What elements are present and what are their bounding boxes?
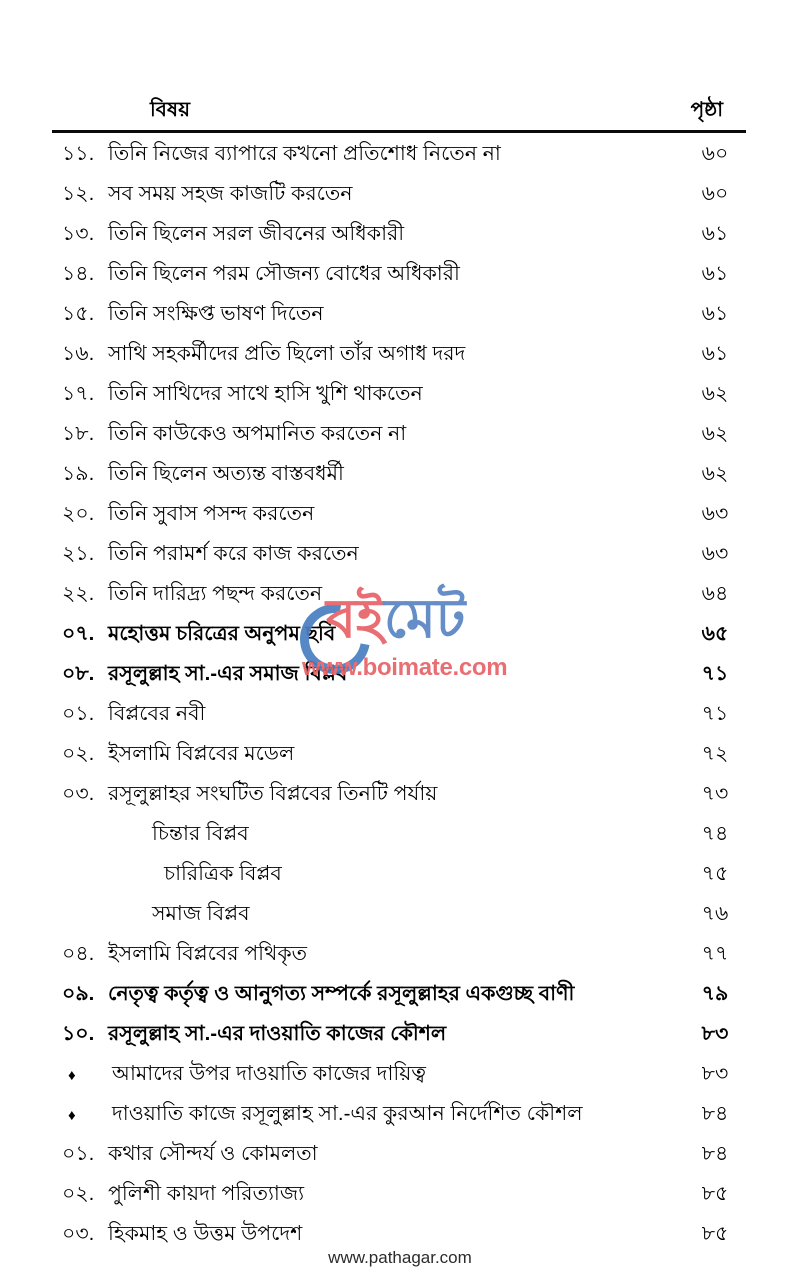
- toc-row-page-number: ৬২: [701, 422, 729, 445]
- toc-row-title: কথার সৌন্দর্য ও কোমলতা: [108, 1142, 318, 1165]
- toc-row-title: হিকমাহ ও উত্তম উপদেশ: [108, 1222, 303, 1245]
- toc-row-title: তিনি সংক্ষিপ্ত ভাষণ দিতেন: [108, 302, 324, 325]
- toc-row-number: ২২.: [62, 582, 95, 605]
- toc-row-number: ১২.: [62, 182, 95, 205]
- toc-row-title: তিনি ছিলেন সরল জীবনের অধিকারী: [108, 222, 405, 245]
- toc-row-number: ২০.: [62, 502, 95, 525]
- toc-row-page-number: ৮৪: [701, 1142, 729, 1165]
- toc-row-number: ১৯.: [62, 462, 95, 485]
- toc-row-title: আমাদের উপর দাওয়াতি কাজের দায়িত্ব: [112, 1062, 426, 1085]
- toc-row-number: ১০.: [62, 1022, 95, 1045]
- toc-row-page-number: ৬৩: [701, 502, 729, 525]
- toc-row: [0, 738, 800, 778]
- watermark-url: www.boimate.com: [302, 654, 508, 681]
- toc-row-page-number: ৮৩: [701, 1022, 729, 1045]
- toc-row: [0, 618, 800, 658]
- toc-row-title: রসূলুল্লাহর সংঘটিত বিপ্লবের তিনটি পর্যায়: [108, 782, 438, 805]
- toc-row-page-number: ৬১: [701, 302, 729, 325]
- toc-row: [0, 298, 800, 338]
- toc-row: [0, 458, 800, 498]
- toc-row-title: তিনি সুবাস পসন্দ করতেন: [108, 502, 315, 525]
- toc-row-number: ১১.: [62, 142, 95, 165]
- toc-row-title: তিনি কাউকেও অপমানিত করতেন না: [108, 422, 407, 445]
- toc-row-page-number: ৭২: [701, 742, 729, 765]
- toc-row-number: ১৬.: [62, 342, 95, 365]
- toc-row-title: তিনি পরামর্শ করে কাজ করতেন: [108, 542, 359, 565]
- page-footer: [0, 1248, 800, 1268]
- toc-row-page-number: ৬২: [701, 462, 729, 485]
- toc-row-title: তিনি নিজের ব্যাপারে কখনো প্রতিশোধ নিতেন না: [108, 142, 501, 165]
- toc-row-number: ০২.: [62, 1182, 95, 1205]
- toc-row-page-number: ৭৫: [701, 862, 729, 885]
- toc-row: [0, 1138, 800, 1178]
- toc-row-page-number: ৭৩: [701, 782, 729, 805]
- toc-row-title: মহোত্তম চরিত্রের অনুপম ছবি: [108, 622, 336, 645]
- toc-row-title: চিন্তার বিপ্লব: [152, 822, 249, 845]
- toc-row: [0, 1018, 800, 1058]
- toc-row: [0, 818, 800, 858]
- bullet-icon: ♦: [68, 1067, 76, 1084]
- toc-row-number: ০২.: [62, 742, 95, 765]
- toc-row-page-number: ৮৫: [701, 1182, 729, 1205]
- toc-row-title: তিনি সাথিদের সাথে হাসি খুশি থাকতেন: [108, 382, 423, 405]
- toc-row-number: ০৪.: [62, 942, 95, 965]
- toc-row-number: ১৪.: [62, 262, 95, 285]
- toc-row-number: ১৭.: [62, 382, 95, 405]
- toc-row-title: ইসলামি বিপ্লবের মডেল: [108, 742, 295, 765]
- toc-entry-list: [0, 138, 800, 1258]
- toc-row-page-number: ৮৪: [701, 1102, 729, 1125]
- column-header-subject: বিষয়: [150, 99, 191, 121]
- toc-row-page-number: ৭৯: [701, 982, 729, 1005]
- toc-row-title: ইসলামি বিপ্লবের পথিকৃত: [108, 942, 308, 965]
- column-header-page: পৃষ্ঠা: [690, 99, 723, 121]
- toc-row: [0, 578, 800, 618]
- toc-row-number: ০৯.: [62, 982, 95, 1005]
- toc-row: [0, 778, 800, 818]
- toc-row: [0, 658, 800, 698]
- toc-row-page-number: ৭১: [701, 702, 729, 725]
- toc-row-page-number: ৬৪: [701, 582, 729, 605]
- toc-row-title: সমাজ বিপ্লব: [152, 902, 250, 925]
- toc-row-number: ১৮.: [62, 422, 95, 445]
- toc-row-page-number: ৬২: [701, 382, 729, 405]
- toc-row-title: তিনি ছিলেন অত্যন্ত বাস্তবধর্মী: [108, 462, 344, 485]
- toc-row: [0, 858, 800, 898]
- toc-row: [0, 1098, 800, 1138]
- toc-row-number: ০৩.: [62, 782, 95, 805]
- toc-row-number: ০১.: [62, 702, 95, 725]
- toc-row-title: সব সময় সহজ কাজটি করতেন: [108, 182, 353, 205]
- toc-row: [0, 898, 800, 938]
- toc-row-title: সাথি সহকর্মীদের প্রতি ছিলো তাঁর অগাধ দরদ: [108, 342, 466, 365]
- watermark-brand-part2: মেট: [384, 589, 466, 649]
- toc-row: [0, 378, 800, 418]
- toc-row-page-number: ৬৫: [701, 622, 729, 645]
- watermark-brand-part1: বই: [326, 589, 385, 649]
- header-divider-rule: [52, 130, 746, 133]
- toc-row-number: ১৫.: [62, 302, 95, 325]
- toc-row-page-number: ৭৬: [701, 902, 729, 925]
- toc-row: [0, 178, 800, 218]
- toc-row-page-number: ৬১: [701, 262, 729, 285]
- toc-row-number: ০৩.: [62, 1222, 95, 1245]
- toc-row-page-number: ৬১: [701, 222, 729, 245]
- toc-row-title: তিনি দারিদ্র্য পছন্দ করতেন: [108, 582, 323, 605]
- toc-row-number: ১৩.: [62, 222, 95, 245]
- toc-row-title: চারিত্রিক বিপ্লব: [164, 862, 282, 885]
- toc-row-page-number: ৮৩: [701, 1062, 729, 1085]
- toc-row-page-number: ৮৫: [701, 1222, 729, 1245]
- toc-row-page-number: ৬১: [701, 342, 729, 365]
- toc-row: [0, 218, 800, 258]
- toc-row-number: ২১.: [62, 542, 95, 565]
- toc-row-page-number: ৭১: [701, 662, 729, 685]
- toc-row: [0, 978, 800, 1018]
- toc-row-page-number: ৭৭: [701, 942, 729, 965]
- toc-row-title: রসূলুল্লাহ সা.-এর সমাজ বিপ্লব: [108, 662, 348, 685]
- toc-row-number: ০৮.: [62, 662, 95, 685]
- toc-row: [0, 138, 800, 178]
- toc-row-title: রসূলুল্লাহ সা.-এর দাওয়াতি কাজের কৌশল: [108, 1022, 447, 1045]
- toc-row: [0, 538, 800, 578]
- footer-url: www.pathagar.com: [328, 1248, 472, 1267]
- toc-column-headers: [55, 94, 745, 128]
- toc-row: [0, 498, 800, 538]
- toc-row-page-number: ৬০: [701, 182, 729, 205]
- toc-row-title: বিপ্লবের নবী: [108, 702, 206, 725]
- toc-row-page-number: ৭৪: [701, 822, 729, 845]
- toc-row-page-number: ৬৩: [701, 542, 729, 565]
- toc-row: [0, 338, 800, 378]
- toc-row-title: দাওয়াতি কাজে রসূলুল্লাহ সা.-এর কুরআন নির্দেশিত কৌশল: [112, 1102, 583, 1125]
- toc-row: [0, 1178, 800, 1218]
- bullet-icon: ♦: [68, 1107, 76, 1124]
- toc-row: [0, 698, 800, 738]
- toc-row-title: নেতৃত্ব কর্তৃত্ব ও আনুগত্য সম্পর্কে রসূলুল্লাহর একগুচ্ছ বাণী: [108, 982, 575, 1005]
- toc-row-number: ০৭.: [62, 622, 95, 645]
- toc-row-number: ০১.: [62, 1142, 95, 1165]
- toc-row-title: তিনি ছিলেন পরম সৌজন্য বোধের অধিকারী: [108, 262, 460, 285]
- toc-row: [0, 1058, 800, 1098]
- toc-row: [0, 418, 800, 458]
- toc-row: [0, 938, 800, 978]
- toc-row-title: পুলিশী কায়দা পরিত্যাজ্য: [108, 1182, 305, 1205]
- toc-row: [0, 258, 800, 298]
- toc-row-page-number: ৬০: [701, 142, 729, 165]
